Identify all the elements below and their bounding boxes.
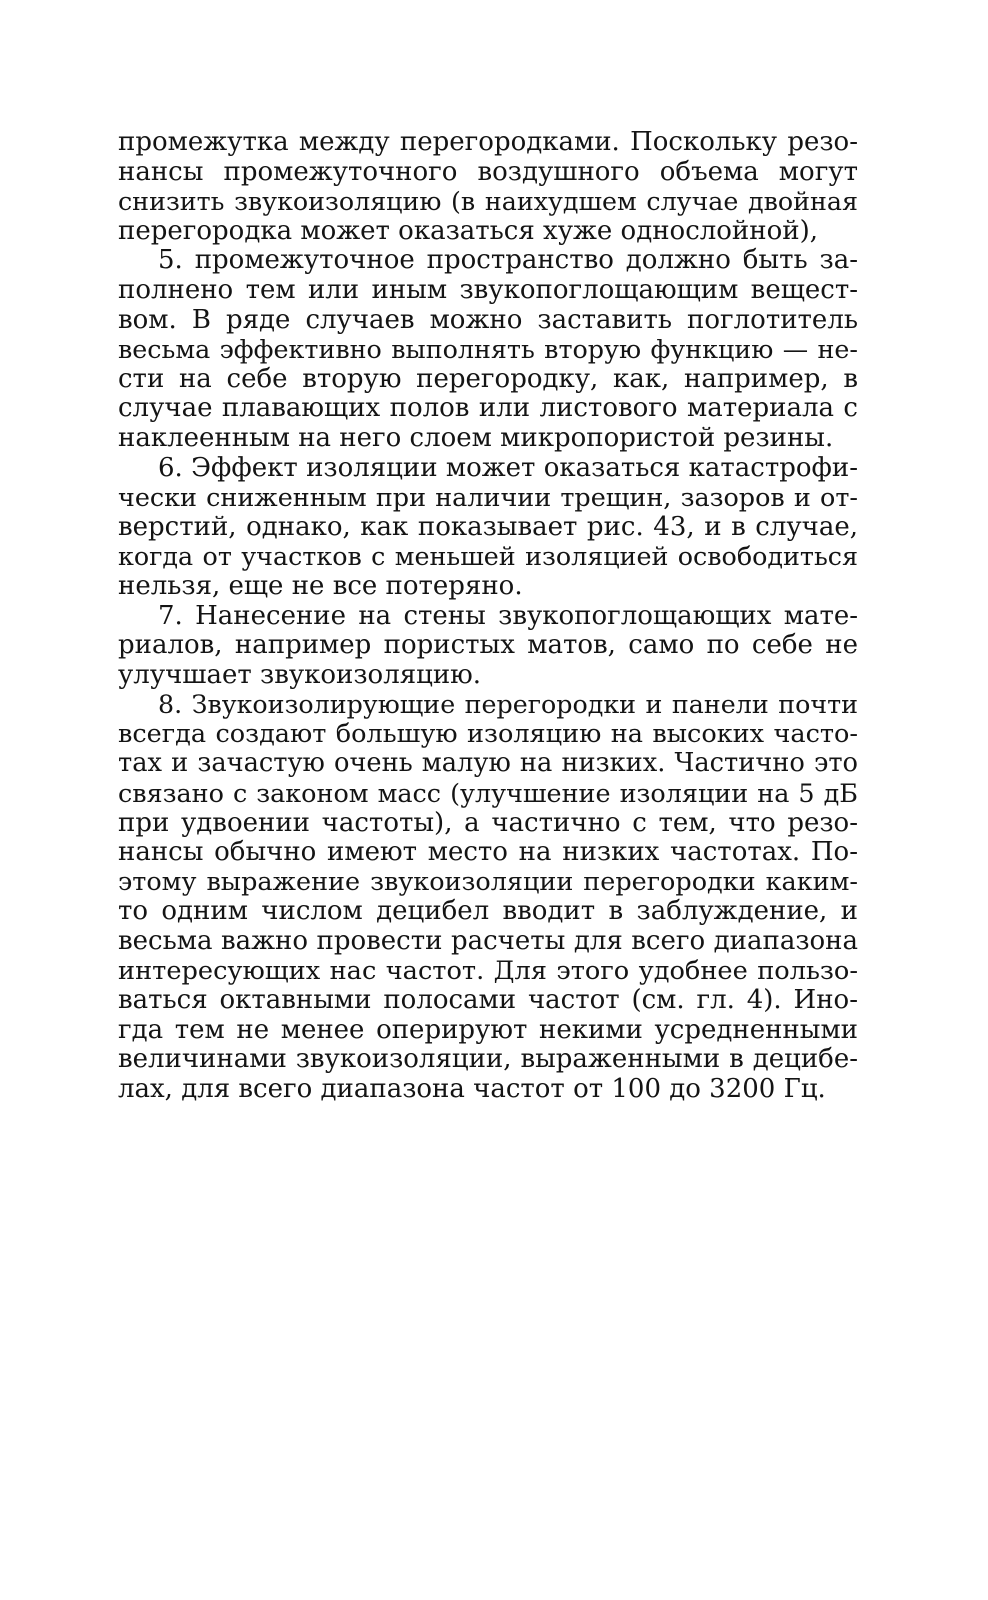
text-line: случае плавающих полов или листового материала с bbox=[118, 393, 858, 424]
text-line: связано с законом масс (улучшение изоляции на 5 дБ bbox=[118, 778, 858, 809]
list-item-7 bbox=[118, 602, 858, 691]
text-line: полнено тем или иным звукопоглощающим вещест- bbox=[118, 274, 858, 305]
text-line: этому выражение звукоизоляции перегородки каким- bbox=[118, 866, 858, 897]
text-line: верстий, однако, как показывает рис. 43, и в случае, bbox=[118, 511, 858, 542]
text-line: 8. Звукоизолирующие перегородки и панели почти bbox=[158, 689, 858, 720]
text-line: гда тем не менее оперируют некими усредненными bbox=[118, 1014, 858, 1045]
paragraph-continuation bbox=[118, 128, 858, 246]
text-line: снизить звукоизоляцию (в наихудшем случае двойная bbox=[118, 186, 858, 217]
text-line: ваться октавными полосами частот (см. гл. 4). Ино- bbox=[118, 985, 858, 1016]
text-line: нансы промежуточного воздушного объема могут bbox=[118, 156, 858, 187]
text-line: сти на себе вторую перегородку, как, например, в bbox=[118, 363, 858, 394]
text-line: нельзя, еще не все потеряно. bbox=[118, 570, 523, 601]
page-text bbox=[118, 128, 858, 1105]
text-line: промежутка между перегородками. Поскольку резо- bbox=[118, 127, 858, 157]
text-line: величинами звукоизоляции, выраженными в децибе- bbox=[118, 1044, 858, 1075]
text-line: 7. Нанесение на стены звукопоглощающих мате- bbox=[158, 600, 858, 631]
text-line: весьма важно провести расчеты для всего диапазона bbox=[118, 926, 858, 957]
list-item-5 bbox=[118, 246, 858, 453]
text-line: чески сниженным при наличии трещин, зазоров и от- bbox=[118, 482, 858, 513]
text-line: весьма эффективно выполнять вторую функцию — не- bbox=[118, 334, 858, 365]
text-line: лах, для всего диапазона частот от 100 до 3200 Гц. bbox=[118, 1074, 826, 1104]
text-line: риалов, например пористых матов, само по себе не bbox=[118, 630, 858, 661]
list-item-6 bbox=[118, 454, 858, 602]
text-line: всегда создают большую изоляцию на высоких часто- bbox=[118, 718, 858, 749]
text-line: то одним числом децибел вводит в заблуждение, и bbox=[118, 896, 858, 927]
text-line: вом. В ряде случаев можно заставить поглотитель bbox=[118, 304, 858, 335]
text-line: тах и зачастую очень малую на низких. Частично это bbox=[118, 748, 858, 779]
text-line: наклеенным на него слоем микропористой резины. bbox=[118, 422, 834, 453]
text-line: перегородка может оказаться хуже однослойной), bbox=[118, 215, 818, 246]
text-line: 6. Эффект изоляции может оказаться катастрофи- bbox=[158, 452, 858, 483]
text-line: улучшает звукоизоляцию. bbox=[118, 659, 482, 690]
text-line: нансы обычно имеют место на низких частотах. По- bbox=[118, 837, 858, 868]
text-line: интересующих нас частот. Для этого удобнее пользо- bbox=[118, 955, 858, 986]
list-item-8 bbox=[118, 690, 858, 1104]
text-line: 5. промежуточное пространство должно быть за- bbox=[158, 245, 858, 276]
text-line: когда от участков с меньшей изоляцией освободиться bbox=[118, 541, 858, 572]
text-line: при удвоении частоты), а частично с тем, что резо- bbox=[118, 807, 858, 838]
